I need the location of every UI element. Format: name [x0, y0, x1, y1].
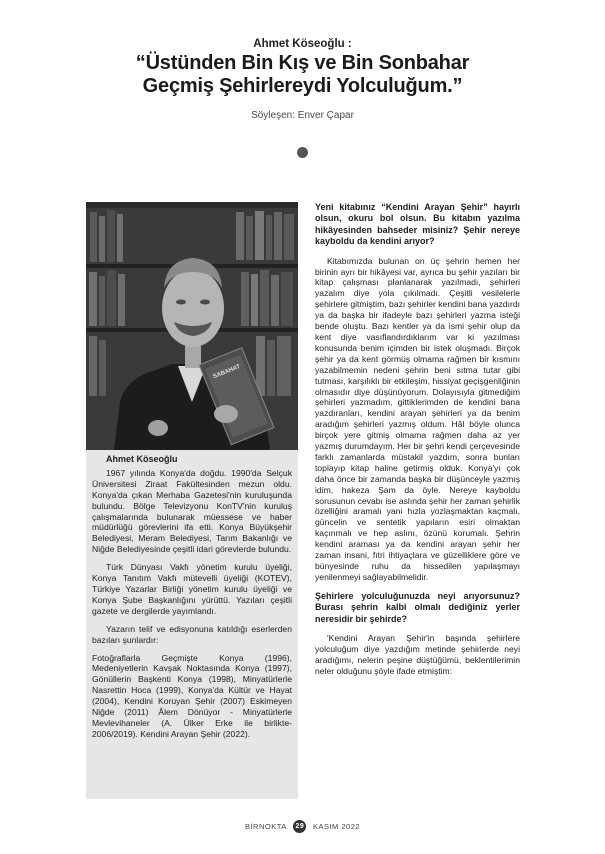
book-title: SABAHAT: [212, 363, 242, 381]
interviewer-credit: Söyleşen: Enver Çapar: [251, 110, 354, 121]
author-sidebar: [86, 202, 298, 799]
issue-date: KASIM 2022: [312, 822, 361, 831]
author-photo: [86, 202, 298, 450]
author-line: Ahmet Köseoğlu :: [253, 38, 352, 50]
question-2: Şehirlere yolculuğunuzda neyi arıyorsunuz? Burası şehrin kalbi olmalı dediğiniz yerler neresidir bir şehirde?: [315, 590, 520, 624]
article-title: [0, 52, 605, 98]
answer-2: 'Kendini Arayan Şehir'in başında şehirlere yolculuğum diye yazdığım metinde şehirlerde neyi aradığımı, nelerin peşine düştüğümü, beklentilerimin neler olduğunu şöyle ifade etmiştim:: [315, 633, 520, 676]
magazine-name: BİRNOKTA: [244, 822, 287, 831]
bio-paragraph-2: Türk Dünyası Vakfı yönetim kurulu üyeliği, Konya Tanıtım Vakfı mütevelli üyeliği (KOTEV), Türkiye Yazarlar Birliği yönetim kurulu üyeliği ve Konya Şube Başkanlığını yürüttü. Yazıları çeşitli gazete ve dergilerde yayımlandı.: [92, 562, 292, 616]
interview-column: [315, 202, 520, 685]
question-1: Yeni kitabınız “Kendini Arayan Şehir” hayırlı olsun, okuru bol olsun. Bu kitabın yazılma hikâyesinden bahseder misiniz? Şehir nereye kayboldu da kendini arıyor?: [315, 202, 520, 247]
bio-name: Ahmet Köseoğlu: [106, 454, 178, 464]
article-header: [0, 38, 605, 121]
answer-1: Kitabımızda bulunan on üç şehrin hemen her birinin ayrı bir hikâyesi var, ayrıca bu şehir yazıları bir kitap çalışması planlanarak yazılmadı, şehirleri yazalım diye yola çıkılmadı. Çeşitli vesilelerle şehirlere gitmiştim, bazı şehirler kendini bana yazdırdı ya da başka bir ifadeyle bazı şehirleri yazma isteği bende oluştu. Bazı kentler ya da ismi şehir olup da kent diye vasıflandırdıklarım var ki yazılması konusunda benim içimden bir istek oluşmadı. Birçok şehir ya da kent görmüş olmama rağmen bir kısmını yazabilmemin nedeni şehrin beni sıtma tutar gibi tutması, karşılıklı bir etkileşim, hissiyat geçişgenliğinin olmasıdır diye düşünüyorum. Dolayısıyla gitmediğim şehirleri yazmadım, gittiklerimden de kendini bana yazdıranları, kendini arayan şehirleri ya da benim aradığım şehirleri yazmış oldum. Hâl böyle olunca birçok yere gitmiş olmama rağmen daha az yer yazmış durumdayım. Her bir şehri kendi çerçevesinde farklı zamanlarda müstakil yazdım, sonra bunları toplayıp kitap haline getirmiş olduk. Konya'yı çok daha önce bir zamanda başka bir düşünceyle yazmış idim, hakeza Şam da öyle. Nereye kayboldu sorusunun cevabı ise aslında şehir her zaman şehirlik özelliğini aramalı yani hızla yozlaşmaktan kaçmalı, güncelin ve sentetik yapıların esiri olmaktan kaçınmalı ve hep aslını, özünü korumalı. Şehrin kendini araması ya da kendini arayan şehir her zaman insani, fıtri ihtiyaçlara ve güzelliklere göre ve bünyesinde ruhu da hissedilen yapılaşmayı yenilenmeyi sağlayabilmelidir.: [315, 255, 520, 582]
page-number: 29: [293, 820, 306, 833]
page-footer: [0, 820, 605, 833]
title-line-2: Geçmiş Şehirlereydi Yolculuğum.”: [142, 75, 463, 97]
bio-works-list: Fotoğraflarla Geçmişte Konya (1996), Medeniyetlerin Kavşak Noktasında Konya (1997), Gönüllerin Başkenti Konya (1998), Minyatürlerle Nasrettin Hoca (1999), Konya'da Kültür ve Hayat (2004), Kendini Koruyan Şehir (2007) Eskimeyen Niğde (2011) Âlem Dönüyor - Minyatürlerle Mevlevihaneler (A. Ülker Erke ile birlikte-2006/2019). Kendini Arayan Şehir (2022).: [92, 652, 292, 739]
title-line-1: “Üstünden Bin Kış ve Bin Sonbahar: [135, 52, 470, 74]
bio-paragraph-3: Yazarın telif ve edisyonuna katıldığı eserlerden bazıları şunlardır:: [92, 623, 292, 645]
bullet-dot-icon: [297, 147, 308, 158]
author-bio: [92, 454, 292, 747]
bio-paragraph-1: 1967 yılında Konya'da doğdu. 1990'da Selçuk Üniversitesi Ziraat Fakültesinden mezun oldu. Konya'da çıkan Merhaba Gazetesi'nin kuruluşunda bulundu. Bölge Televizyonu KonTV'nin kuruluş çalışmalarında bulunarak müessese ve haber müdürlüğü görevlerini ifa etti. Konya Büyükşehir Belediyesi, Meram Belediyesi, Tarım Bakanlığı ve Niğde Belediyesinde çeşitli idari görevlerde bulundu.: [92, 467, 292, 555]
